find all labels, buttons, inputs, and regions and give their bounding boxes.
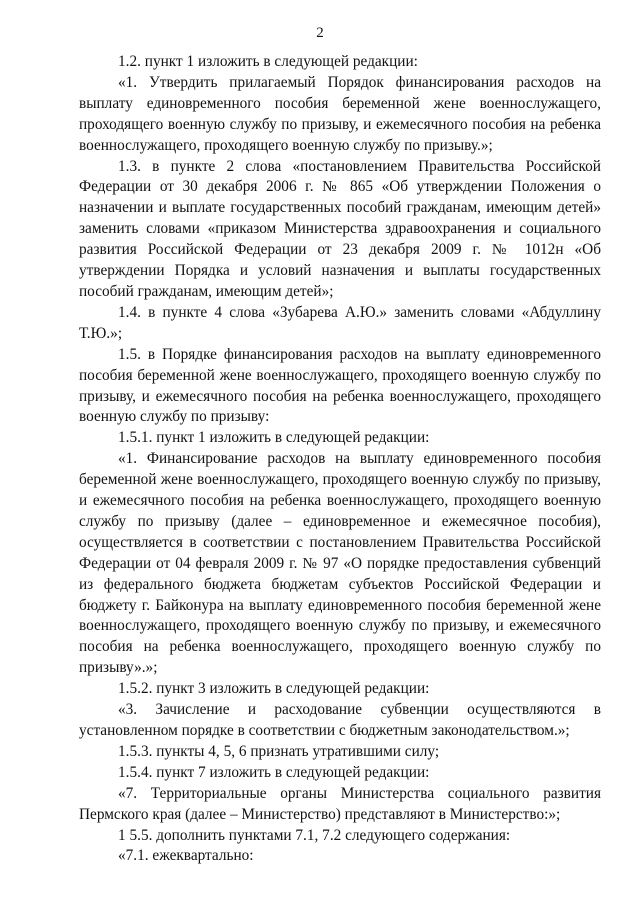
paragraph-quote-3: «3. Зачисление и расходование субвенции осуществляются в установленном порядке в соответствии с бюджетным законодательством.»;: [79, 701, 601, 739]
paragraph-1-5: 1.5. в Порядке финансирования расходов на выплату единовременного пособия беременной жене военнослужащего, проходящего военную службу по призыву, и ежемесячного пособия на ребенка военнослужащего, проходящего военную службу по призыву:: [79, 345, 601, 426]
paragraph-1-2: 1.2. пункт 1 изложить в следующей редакции:: [118, 53, 418, 70]
paragraph-quote-1: «1. Утвердить прилагаемый Порядок финансирования расходов на выплату единовременного пособия беременной жене военнослужащего, проходящего военную службу по призыву, и ежемесячного пособия на ребенка военнослужащего, проходящего военную службу по призыву.»;: [79, 73, 601, 154]
paragraph-1-3: 1.3. в пункте 2 слова «постановлением Правительства Российской Федерации от 30 декабря 2006 г. № 865 «Об утверждении Положения о назначении и выплате государственных пособий гражданам, имеющим детей» заменить словами «приказом Министерства здравоохранения и социального развития Российской Федерации от 23 декабря 2009 г. № 1012н «Об утверждении Порядка и условий назначения и выплаты государственных пособий гражданам, имеющим детей»;: [79, 157, 601, 300]
paragraph-quote-7: «7. Территориальные органы Министерства социального развития Пермского края (далее – Министерство) представляют в Министерство:»;: [79, 784, 601, 823]
document-body: [79, 52, 601, 867]
paragraph-quote-7-1: «7.1. ежеквартально:: [118, 847, 254, 865]
paragraph-1-5-5: 1 5.5. дополнить пунктами 7.1, 7.2 следующего содержания:: [118, 826, 511, 844]
paragraph-quote-1-financing: «1. Финансирование расходов на выплату единовременного пособия беременной жене военнослужащего, проходящего военную службу по призыву, и ежемесячного пособия на ребенка военнослужащего, проходящего военную службу по призыву (далее – единовременное и ежемесячное пособия), осуществляется в соответствии с постановлением Правительства Российской Федерации от 04 февраля 2009 г. № 97 «О порядке предоставления субвенций из федерального бюджета бюджетам субъектов Российской Федерации и бюджету г. Байконура на выплату единовременного пособия беременной жене военнослужащего, проходящего военную службу по призыву, и ежемесячного пособия на ребенка военнослужащего, проходящего военную службу по призыву».»;: [79, 450, 601, 677]
paragraph-1-5-2: 1.5.2. пункт 3 изложить в следующей редакции:: [118, 680, 430, 698]
paragraph-1-5-3: 1.5.3. пункты 4, 5, 6 признать утратившими силу;: [118, 742, 440, 760]
page-number: 2: [316, 25, 324, 41]
paragraph-1-5-1: 1.5.1. пункт 1 изложить в следующей редакции:: [118, 429, 430, 447]
paragraph-1-5-4: 1.5.4. пункт 7 изложить в следующей редакции:: [118, 763, 430, 781]
paragraph-1-4: 1.4. в пункте 4 слова «Зубарева А.Ю.» заменить словами «Абдуллину Т.Ю.»;: [79, 303, 601, 342]
